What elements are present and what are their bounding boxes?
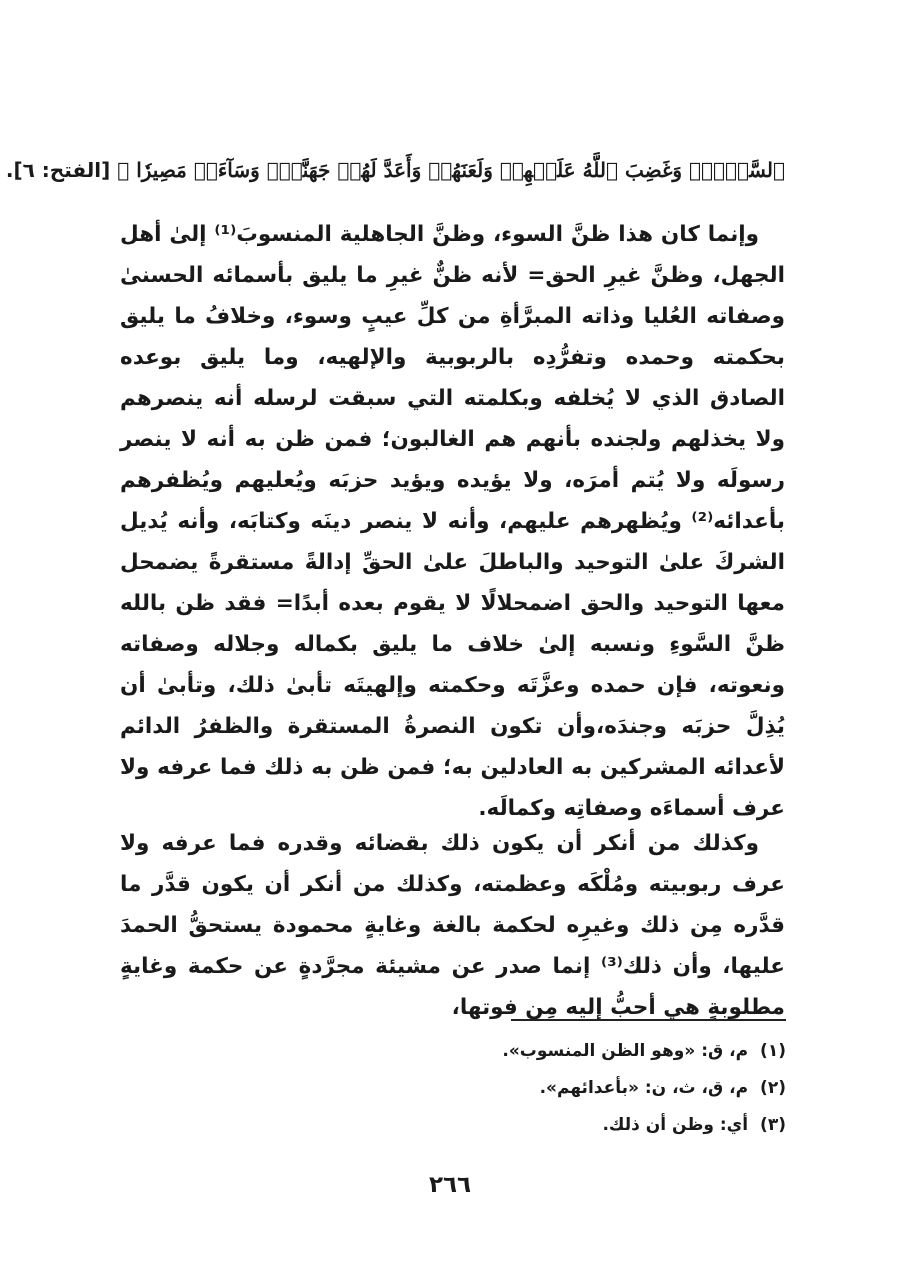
paragraph-1: [120, 214, 785, 829]
footnote-item: [450, 1033, 786, 1070]
footnote-divider: [511, 1019, 786, 1021]
footnotes: [450, 1033, 786, 1144]
footnote-number: (١): [760, 1041, 786, 1061]
paragraph-2: [120, 823, 785, 1028]
footnote-number: (٣): [760, 1115, 786, 1135]
footnote-text: م، ق: «وهو الظن المنسوب».: [502, 1041, 749, 1061]
footnote-number: (٢): [760, 1078, 786, 1098]
footnote-item: [450, 1107, 786, 1144]
paragraph-text: وإنما كان هذا ظنَّ السوء، وظنَّ الجاهلية المنسوبَ⁽¹⁾ إلىٰ أهل الجهل، وظنَّ غيرِ الحق= لأنه ظنٌّ غيرِ ما يليق بأسمائه الحسنىٰ وصفاته العُليا وذاته المبرَّأةِ من كلِّ عيبٍ وسوء، وخلافُ ما يليق بحكمته وحمده وتفرُّدِه بالربوبية والإلهيه، وما يليق بوعده الصادق الذي لا يُخلفه وبكلمته التي سبقت لرسله أنه ينصرهم ولا يخذلهم ولجنده بأنهم هم الغالبون؛ فمن ظن به أنه لا ينصر رسولَه ولا يُتم أمرَه، ولا يؤيده ويؤيد حزبَه ويُعليهم ويُظفرهم بأعدائه⁽²⁾ ويُظهرهم عليهم، وأنه لا ينصر دينَه وكتابَه، وأنه يُديل الشركَ علىٰ التوحيد والباطلَ علىٰ الحقِّ إدالةً مستقرةً يضمحل معها التوحيد والحق اضمحلالًا لا يقوم بعده أبدًا= فقد ظن بالله ظنَّ السَّوءِ ونسبه إلىٰ خلاف ما يليق بكماله وجلاله وصفاته ونعوته، فإن حمده وعزَّتَه وحكمته وإلهيتَه تأبىٰ ذلك، وتأبىٰ أن يُذِلَّ حزبَه وجندَه،وأن تكون النصرةُ المستقرة والظفرُ الدائم لأعدائه المشركين به العادلين به؛ فمن ظن به ذلك فما عرفه ولا عرف أسماءَه وصفاتِه وكمالَه.: [120, 222, 785, 821]
footnote-item: [450, 1070, 786, 1107]
verse-text: ٱلسَّوۡءِۖ وَغَضِبَ ٱللَّهُ عَلَيۡهِمۡ وَلَعَنَهُمۡ وَأَعَدَّ لَهُمۡ جَهَنَّمَۖ وَسَآءَتۡ مَصِيرٗا ﴾: [117, 158, 785, 182]
footnote-text: م، ق، ث، ن: «بأعدائهم».: [539, 1078, 749, 1098]
quran-verse: [5, 150, 785, 190]
paragraph-text: وكذلك من أنكر أن يكون ذلك بقضائه وقدره فما عرفه ولا عرف ربوبيته ومُلْكَه وعظمته، وكذلك من أنكر أن يكون قدَّر ما قدَّره مِن ذلك وغيرِه لحكمة بالغة وغايةٍ محمودة يستحقُّ الحمدَ عليها، وأن ذلك⁽³⁾ إنما صدر عن مشيئة مجرَّدةٍ عن حكمة وغايةٍ مطلوبةٍ هي أحبُّ إليه مِن فوتها،: [120, 831, 785, 1020]
verse-citation: [الفتح: ٦].: [5, 158, 111, 182]
page-number: ٢٦٦: [428, 1172, 472, 1198]
footnote-text: أي: وظن أن ذلك.: [602, 1115, 749, 1135]
